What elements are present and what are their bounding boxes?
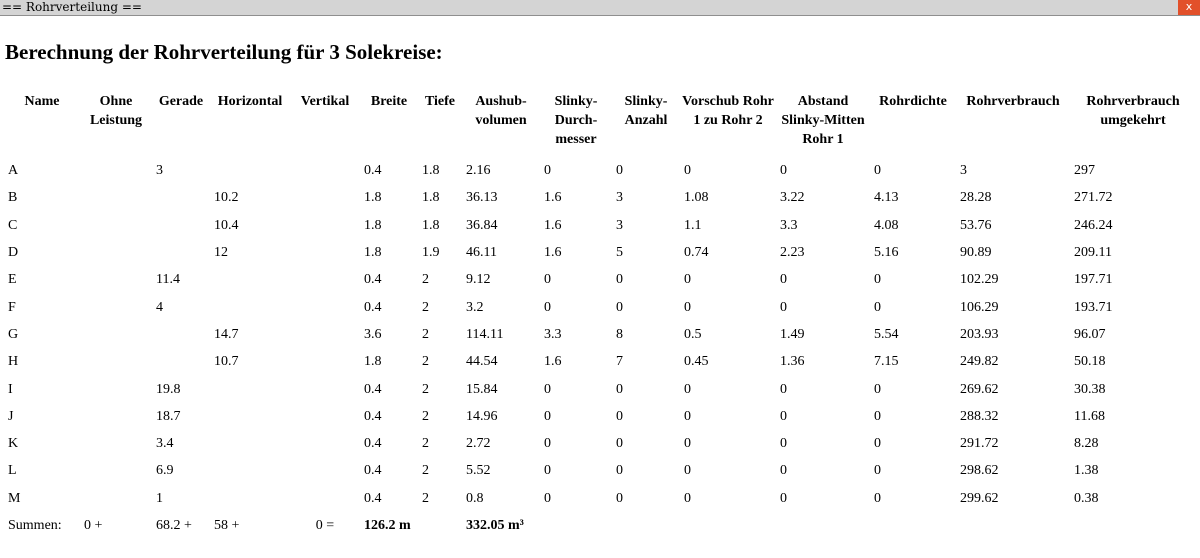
cell-horizontal: 10.2 [214, 190, 239, 206]
cell-aushubvolumen: 0.8 [466, 490, 484, 506]
cell-ohne-leistung [80, 430, 152, 457]
cell-rohrdichte: 5.54 [874, 326, 899, 342]
table-row [4, 457, 1196, 484]
cell-vorschub: 0.74 [684, 245, 709, 261]
cell-abstand-slinky-mitten: 0 [780, 381, 787, 397]
cell-horizontal [210, 403, 290, 430]
cell-rohrverbrauch-umgekehrt: 209.11 [1074, 245, 1112, 261]
cell-abstand-slinky-mitten: 0 [780, 299, 787, 315]
cell-vertikal [290, 375, 360, 402]
cell-slinky-durchmesser: 0 [544, 381, 551, 397]
cell-name: A [8, 163, 19, 179]
table-row [4, 430, 1196, 457]
header-breite: Breite [370, 94, 408, 109]
cell-tiefe: 1.9 [422, 245, 440, 261]
header-abstand-slinky-mitten: Abstand Slinky-Mitten Rohr 1 [781, 94, 865, 147]
cell-slinky-anzahl: 3 [616, 217, 623, 233]
cell-vertikal [290, 348, 360, 375]
cell-vorschub: 1.1 [684, 217, 702, 233]
cell-tiefe: 1.8 [422, 190, 440, 206]
cell-slinky-anzahl: 0 [616, 490, 623, 506]
cell-breite: 0.4 [364, 272, 382, 288]
cell-rohrverbrauch: 53.76 [960, 217, 992, 233]
cell-breite: 1.8 [364, 190, 382, 206]
cell-tiefe: 2 [422, 436, 429, 452]
cell-tiefe: 2 [422, 408, 429, 424]
cell-breite: 3.6 [364, 326, 382, 342]
cell-name: B [8, 190, 18, 206]
cell-rohrdichte: 0 [874, 381, 881, 397]
cell-vertikal [290, 157, 360, 184]
header-rohrdichte: Rohrdichte [879, 94, 947, 109]
table-row [4, 157, 1196, 184]
cell-name: C [8, 217, 18, 233]
cell-gerade [152, 321, 210, 348]
cell-slinky-anzahl: 0 [616, 408, 623, 424]
cell-slinky-durchmesser: 0 [544, 163, 551, 179]
sum-total-volume: 332.05 m³ [466, 517, 524, 533]
cell-name: J [8, 408, 14, 424]
cell-tiefe: 2 [422, 299, 429, 315]
cell-slinky-anzahl: 0 [616, 463, 623, 479]
cell-aushubvolumen: 2.16 [466, 163, 491, 179]
cell-ohne-leistung [80, 403, 152, 430]
cell-gerade: 6.9 [156, 463, 174, 479]
cell-slinky-durchmesser: 0 [544, 490, 551, 506]
cell-abstand-slinky-mitten: 1.36 [780, 354, 805, 370]
cell-rohrverbrauch-umgekehrt: 197.71 [1074, 272, 1113, 288]
cell-breite: 1.8 [364, 245, 382, 261]
window-titlebar [0, 0, 1200, 16]
cell-aushubvolumen: 14.96 [466, 408, 498, 424]
cell-vorschub: 0 [684, 299, 691, 315]
cell-aushubvolumen: 46.11 [466, 245, 497, 261]
cell-abstand-slinky-mitten: 0 [780, 436, 787, 452]
cell-slinky-durchmesser: 0 [544, 463, 551, 479]
header-ohne-leistung: Ohne Leistung [89, 94, 143, 128]
header-vorschub: Vorschub Rohr 1 zu Rohr 2 [682, 94, 774, 128]
cell-vorschub: 0 [684, 381, 691, 397]
cell-vertikal [290, 293, 360, 320]
cell-rohrverbrauch: 102.29 [960, 272, 999, 288]
cell-ohne-leistung [80, 239, 152, 266]
table-row [4, 348, 1196, 375]
cell-vorschub: 0.5 [684, 326, 702, 342]
cell-rohrdichte: 4.13 [874, 190, 899, 206]
cell-aushubvolumen: 3.2 [466, 299, 484, 315]
cell-breite: 0.4 [364, 408, 382, 424]
cell-abstand-slinky-mitten: 3.3 [780, 217, 798, 233]
cell-vertikal [290, 430, 360, 457]
cell-rohrverbrauch: 299.62 [960, 490, 999, 506]
cell-slinky-durchmesser: 1.6 [544, 245, 562, 261]
cell-rohrdichte: 5.16 [874, 245, 899, 261]
cell-horizontal [210, 485, 290, 512]
cell-vertikal [290, 457, 360, 484]
cell-gerade [152, 184, 210, 211]
cell-rohrverbrauch-umgekehrt: 8.28 [1074, 436, 1099, 452]
cell-slinky-durchmesser: 3.3 [544, 326, 562, 342]
cell-horizontal: 12 [214, 245, 228, 261]
cell-name: D [8, 245, 19, 261]
cell-vorschub: 0 [684, 463, 691, 479]
cell-rohrverbrauch: 298.62 [960, 463, 999, 479]
cell-vertikal [290, 485, 360, 512]
cell-aushubvolumen: 44.54 [466, 354, 498, 370]
cell-horizontal: 14.7 [214, 326, 239, 342]
cell-gerade: 18.7 [156, 408, 181, 424]
cell-vertikal [290, 239, 360, 266]
cell-tiefe: 2 [422, 354, 429, 370]
table-header-row [4, 90, 1196, 157]
header-aushubvolumen: Aushub-volumen [475, 94, 527, 128]
cell-gerade: 11.4 [156, 272, 180, 288]
cell-rohrdichte: 0 [874, 463, 881, 479]
cell-name: M [8, 490, 21, 506]
cell-abstand-slinky-mitten: 0 [780, 408, 787, 424]
cell-breite: 0.4 [364, 463, 382, 479]
cell-abstand-slinky-mitten: 3.22 [780, 190, 805, 206]
table-row [4, 184, 1196, 211]
table-row [4, 239, 1196, 266]
cell-vorschub: 0 [684, 272, 691, 288]
cell-breite: 1.8 [364, 217, 382, 233]
cell-tiefe: 2 [422, 490, 429, 506]
cell-slinky-anzahl: 0 [616, 272, 623, 288]
table-row [4, 321, 1196, 348]
cell-rohrverbrauch-umgekehrt: 96.07 [1074, 326, 1106, 342]
cell-slinky-anzahl: 8 [616, 326, 623, 342]
cell-gerade: 19.8 [156, 381, 181, 397]
close-button[interactable]: x [1178, 0, 1200, 15]
cell-tiefe: 2 [422, 463, 429, 479]
cell-ohne-leistung [80, 293, 152, 320]
cell-rohrverbrauch: 291.72 [960, 436, 999, 452]
cell-rohrverbrauch: 28.28 [960, 190, 992, 206]
cell-rohrdichte: 4.08 [874, 217, 899, 233]
cell-vorschub: 0 [684, 436, 691, 452]
cell-vorschub: 0 [684, 490, 691, 506]
cell-rohrverbrauch: 106.29 [960, 299, 999, 315]
cell-tiefe: 2 [422, 381, 429, 397]
cell-aushubvolumen: 9.12 [466, 272, 491, 288]
cell-vorschub: 0 [684, 163, 691, 179]
header-rohrverbrauch-umgekehrt: Rohrverbrauch umgekehrt [1086, 94, 1180, 128]
cell-rohrverbrauch: 249.82 [960, 354, 999, 370]
cell-horizontal [210, 293, 290, 320]
cell-breite: 0.4 [364, 299, 382, 315]
table-row [4, 293, 1196, 320]
table-row [4, 212, 1196, 239]
cell-breite: 0.4 [364, 436, 382, 452]
window-title: == Rohrverteilung == [2, 0, 142, 14]
cell-rohrverbrauch-umgekehrt: 11.68 [1074, 408, 1105, 424]
cell-aushubvolumen: 36.13 [466, 190, 498, 206]
cell-abstand-slinky-mitten: 2.23 [780, 245, 805, 261]
cell-aushubvolumen: 15.84 [466, 381, 498, 397]
cell-horizontal: 10.7 [214, 354, 239, 370]
cell-slinky-anzahl: 0 [616, 163, 623, 179]
cell-ohne-leistung [80, 485, 152, 512]
sum-vertikal: 0 = [315, 517, 335, 533]
cell-breite: 0.4 [364, 490, 382, 506]
cell-horizontal [210, 157, 290, 184]
cell-aushubvolumen: 5.52 [466, 463, 491, 479]
sum-horizontal: 58 + [214, 517, 240, 533]
cell-abstand-slinky-mitten: 1.49 [780, 326, 805, 342]
header-name: Name [24, 94, 60, 109]
cell-ohne-leistung [80, 184, 152, 211]
sum-spacer [612, 512, 1196, 539]
cell-rohrverbrauch-umgekehrt: 1.38 [1074, 463, 1099, 479]
cell-ohne-leistung [80, 321, 152, 348]
cell-rohrverbrauch-umgekehrt: 50.18 [1074, 354, 1106, 370]
cell-vertikal [290, 266, 360, 293]
cell-slinky-anzahl: 3 [616, 190, 623, 206]
cell-rohrverbrauch: 90.89 [960, 245, 992, 261]
cell-vertikal [290, 321, 360, 348]
cell-rohrverbrauch: 288.32 [960, 408, 999, 424]
table-row [4, 266, 1196, 293]
cell-rohrdichte: 7.15 [874, 354, 899, 370]
cell-gerade [152, 348, 210, 375]
cell-tiefe: 1.8 [422, 163, 440, 179]
cell-ohne-leistung [80, 157, 152, 184]
cell-abstand-slinky-mitten: 0 [780, 490, 787, 506]
cell-breite: 0.4 [364, 381, 382, 397]
cell-abstand-slinky-mitten: 0 [780, 272, 787, 288]
cell-rohrverbrauch-umgekehrt: 297 [1074, 163, 1095, 179]
cell-slinky-anzahl: 0 [616, 381, 623, 397]
cell-slinky-durchmesser: 1.6 [544, 354, 562, 370]
cell-gerade: 3 [156, 163, 163, 179]
cell-gerade: 1 [156, 490, 163, 506]
cell-tiefe: 2 [422, 272, 429, 288]
header-vertikal: Vertikal [300, 94, 350, 109]
cell-abstand-slinky-mitten: 0 [780, 163, 787, 179]
cell-name: K [8, 436, 19, 452]
cell-gerade [152, 239, 210, 266]
header-rohrverbrauch: Rohrverbrauch [966, 94, 1060, 109]
page-title: Berechnung der Rohrverteilung für 3 Solekreise: [5, 40, 443, 64]
cell-ohne-leistung [80, 212, 152, 239]
cell-name: H [8, 354, 19, 370]
cell-rohrverbrauch: 269.62 [960, 381, 999, 397]
cell-rohrdichte: 0 [874, 163, 881, 179]
cell-breite: 1.8 [364, 354, 382, 370]
cell-gerade [152, 212, 210, 239]
cell-slinky-durchmesser: 0 [544, 272, 551, 288]
cell-horizontal [210, 457, 290, 484]
cell-name: I [8, 381, 13, 397]
cell-vertikal [290, 184, 360, 211]
cell-rohrdichte: 0 [874, 299, 881, 315]
cell-rohrverbrauch: 3 [960, 163, 967, 179]
cell-ohne-leistung [80, 375, 152, 402]
cell-breite: 0.4 [364, 163, 382, 179]
header-tiefe: Tiefe [424, 94, 456, 109]
cell-name: F [8, 299, 16, 315]
header-slinky-durchmesser: Slinky-Durch-messer [554, 94, 598, 147]
cell-rohrdichte: 0 [874, 490, 881, 506]
cell-slinky-durchmesser: 1.6 [544, 190, 562, 206]
cell-rohrdichte: 0 [874, 408, 881, 424]
header-horizontal: Horizontal [217, 94, 283, 109]
cell-abstand-slinky-mitten: 0 [780, 463, 787, 479]
sum-total-length: 126.2 m [364, 517, 411, 533]
cell-name: E [8, 272, 17, 288]
cell-slinky-durchmesser: 0 [544, 436, 551, 452]
cell-vorschub: 0 [684, 408, 691, 424]
cell-slinky-durchmesser: 0 [544, 408, 551, 424]
cell-vertikal [290, 403, 360, 430]
cell-slinky-anzahl: 0 [616, 436, 623, 452]
cell-horizontal: 10.4 [214, 217, 239, 233]
cell-vorschub: 1.08 [684, 190, 709, 206]
sum-gerade: 68.2 + [156, 517, 192, 533]
cell-rohrdichte: 0 [874, 436, 881, 452]
cell-rohrverbrauch-umgekehrt: 271.72 [1074, 190, 1113, 206]
cell-rohrverbrauch-umgekehrt: 246.24 [1074, 217, 1113, 233]
cell-vorschub: 0.45 [684, 354, 709, 370]
cell-gerade: 3.4 [156, 436, 174, 452]
header-gerade: Gerade [158, 94, 204, 109]
cell-tiefe: 2 [422, 326, 429, 342]
cell-name: L [8, 463, 17, 479]
cell-slinky-anzahl: 5 [616, 245, 623, 261]
sum-row [4, 512, 1196, 539]
table-row [4, 375, 1196, 402]
cell-horizontal [210, 266, 290, 293]
cell-rohrverbrauch-umgekehrt: 0.38 [1074, 490, 1099, 506]
cell-name: G [8, 326, 19, 342]
table-row [4, 485, 1196, 512]
cell-rohrverbrauch-umgekehrt: 193.71 [1074, 299, 1113, 315]
cell-ohne-leistung [80, 266, 152, 293]
cell-slinky-durchmesser: 1.6 [544, 217, 562, 233]
sum-label: Summen: [8, 517, 62, 533]
cell-rohrverbrauch-umgekehrt: 30.38 [1074, 381, 1106, 397]
cell-aushubvolumen: 2.72 [466, 436, 491, 452]
pipe-distribution-table [4, 90, 1196, 539]
cell-slinky-anzahl: 7 [616, 354, 623, 370]
cell-gerade: 4 [156, 299, 163, 315]
cell-aushubvolumen: 36.84 [466, 217, 498, 233]
cell-ohne-leistung [80, 457, 152, 484]
cell-slinky-durchmesser: 0 [544, 299, 551, 315]
sum-ohne-leistung: 0 + [84, 517, 103, 533]
cell-horizontal [210, 430, 290, 457]
cell-vertikal [290, 212, 360, 239]
table-row [4, 403, 1196, 430]
cell-ohne-leistung [80, 348, 152, 375]
header-slinky-anzahl: Slinky-Anzahl [624, 94, 668, 128]
cell-rohrdichte: 0 [874, 272, 881, 288]
cell-tiefe: 1.8 [422, 217, 440, 233]
cell-aushubvolumen: 114.11 [466, 326, 504, 342]
cell-horizontal [210, 375, 290, 402]
cell-slinky-anzahl: 0 [616, 299, 623, 315]
cell-rohrverbrauch: 203.93 [960, 326, 999, 342]
